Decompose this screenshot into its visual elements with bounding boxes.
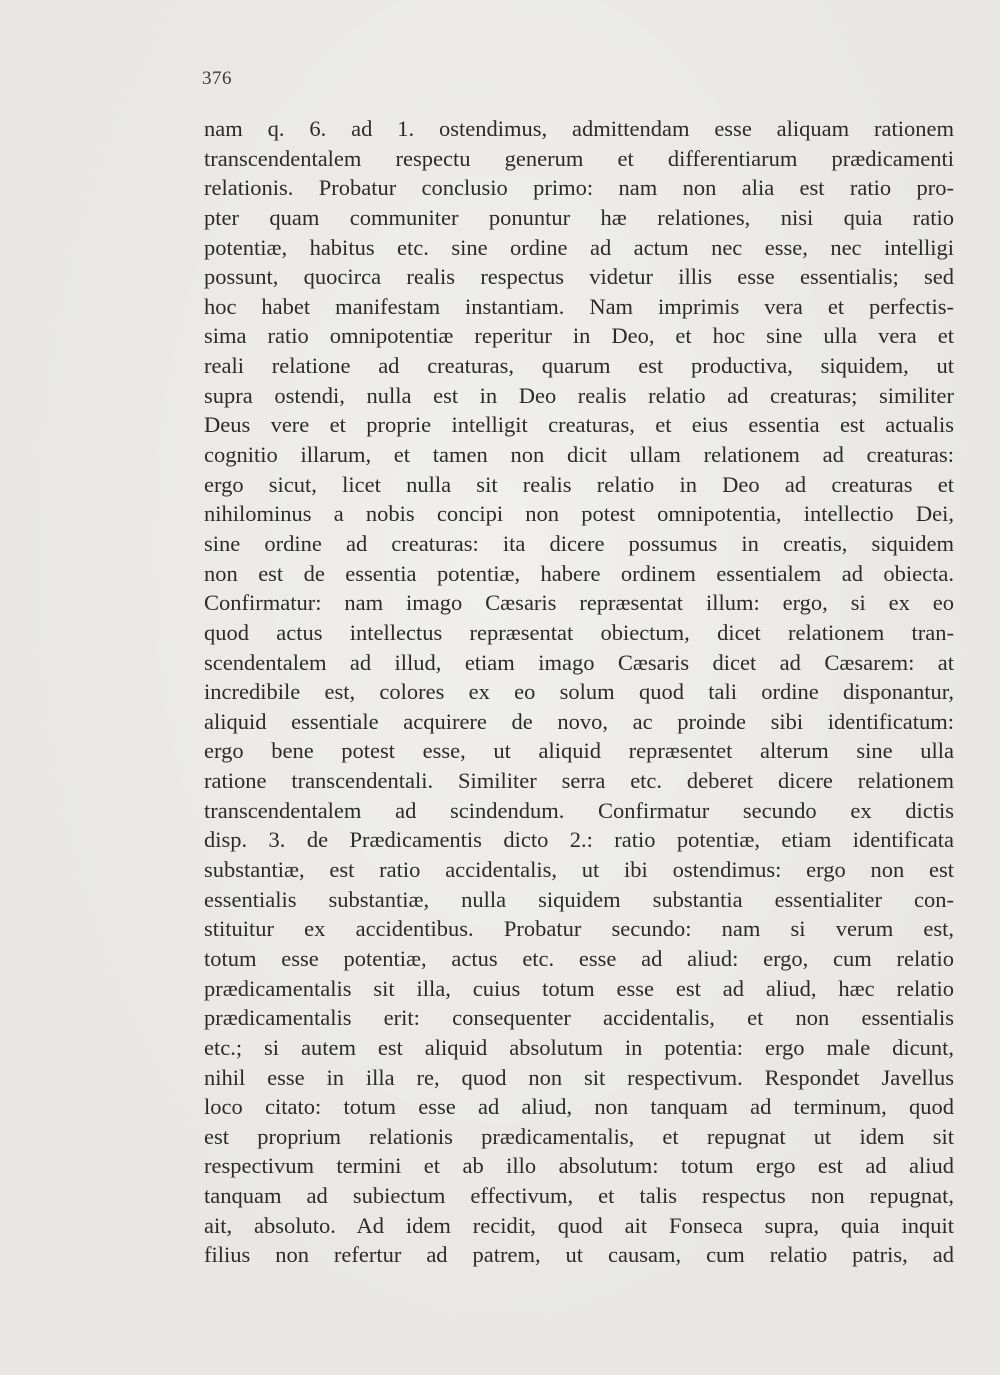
text-line: hoc habet manifestam instantiam. Nam imprimis vera et perfectis- [204,293,954,319]
text-line: incredibile est, colores ex eo solum quod tali ordine disponantur, [204,679,954,705]
body-text [204,114,954,1270]
text-line: substantiæ, est ratio accidentalis, ut ibi ostendimus: ergo non est [204,857,954,883]
text-line: nihil esse in illa re, quod non sit respectivum. Respondet Javellus [204,1064,954,1090]
text-line: ergo sicut, licet nulla sit realis relatio in Deo ad creaturas et [204,471,954,497]
text-line: respectivum termini et ab illo absolutum: totum ergo est ad aliud [204,1153,954,1179]
text-line: ergo bene potest esse, ut aliquid repræsentet alterum sine ulla [204,738,954,764]
text-line: pter quam communiter ponuntur hæ relationes, nisi quia ratio [204,204,954,230]
text-line: disp. 3. de Prædicamentis dicto 2.: ratio potentiæ, etiam identificata [204,827,954,853]
text-line: aliquid essentiale acquirere de novo, ac proinde sibi identificatum: [204,708,954,734]
text-line: prædicamentalis sit illa, cuius totum esse est ad aliud, hæc relatio [204,975,954,1001]
text-line: loco citato: totum esse ad aliud, non tanquam ad terminum, quod [204,1094,954,1120]
text-line: totum esse potentiæ, actus etc. esse ad aliud: ergo, cum relatio [204,945,954,971]
text-line: scendentalem ad illud, etiam imago Cæsaris dicet ad Cæsarem: at [204,649,954,675]
text-line: Deus vere et proprie intelligit creaturas, et eius essentia est actualis [204,412,954,438]
text-line: tanquam ad subiectum effectivum, et talis respectus non repugnat, [204,1183,954,1209]
text-line: cognitio illarum, et tamen non dicit ullam relationem ad creaturas: [204,442,954,468]
text-line: stituitur ex accidentibus. Probatur secundo: nam si verum est, [204,916,954,942]
text-line: reali relatione ad creaturas, quarum est productiva, siquidem, ut [204,353,954,379]
page-number: 376 [202,68,232,89]
text-line: transcendentalem respectu generum et differentiarum prædicamenti [204,145,954,171]
text-line: filius non refertur ad patrem, ut causam, cum relatio patris, ad [204,1242,954,1268]
text-line: potentiæ, habitus etc. sine ordine ad actum nec esse, nec intelligi [204,234,954,260]
text-line: quod actus intellectus repræsentat obiectum, dicet relationem tran- [204,619,954,645]
text-line: supra ostendi, nulla est in Deo realis relatio ad creaturas; similiter [204,382,954,408]
text-line: essentialis substantiæ, nulla siquidem substantia essentialiter con- [204,886,954,912]
text-line: non est de essentia potentiæ, habere ordinem essentialem ad obiecta. [204,560,954,586]
text-line: est proprium relationis prædicamentalis, et repugnat ut idem sit [204,1123,954,1149]
text-line: relationis. Probatur conclusio primo: nam non alia est ratio pro- [204,175,954,201]
text-line: transcendentalem ad scindendum. Confirmatur secundo ex dictis [204,797,954,823]
text-line: ait, absoluto. Ad idem recidit, quod ait Fonseca supra, quia inquit [204,1212,954,1238]
text-line: sima ratio omnipotentiæ reperitur in Deo, et hoc sine ulla vera et [204,323,954,349]
text-line: Confirmatur: nam imago Cæsaris repræsentat illum: ergo, si ex eo [204,590,954,616]
text-line: possunt, quocirca realis respectus videtur illis esse essentialis; sed [204,264,954,290]
text-line: nihilominus a nobis concipi non potest omnipotentia, intellectio Dei, [204,501,954,527]
text-line: prædicamentalis erit: consequenter accidentalis, et non essentialis [204,1005,954,1031]
text-line: sine ordine ad creaturas: ita dicere possumus in creatis, siquidem [204,530,954,556]
text-line: etc.; si autem est aliquid absolutum in potentia: ergo male dicunt, [204,1034,954,1060]
text-line: nam q. 6. ad 1. ostendimus, admittendam esse aliquam rationem [204,116,954,141]
text-line: ratione transcendentali. Similiter serra etc. deberet dicere relationem [204,768,954,794]
